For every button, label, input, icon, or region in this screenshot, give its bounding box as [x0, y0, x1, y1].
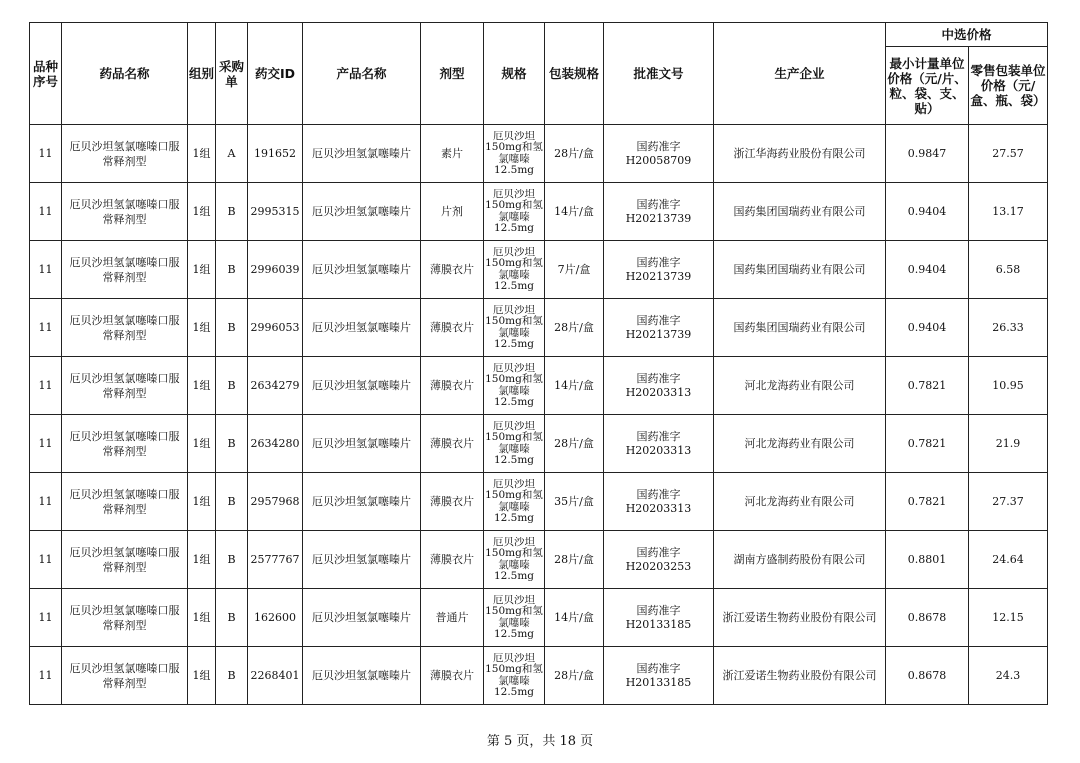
cell-drug-id: 2957968 [248, 473, 303, 531]
cell-unit-price: 0.7821 [886, 357, 969, 415]
header-group: 组别 [188, 23, 216, 125]
cell-unit-price: 0.7821 [886, 473, 969, 531]
cell-dosage-form: 薄膜衣片 [421, 531, 484, 589]
cell-product-name: 厄贝沙坦氢氯噻嗪片 [303, 473, 421, 531]
cell-dosage-form: 薄膜衣片 [421, 299, 484, 357]
cell-unit-price: 0.9404 [886, 241, 969, 299]
cell-dosage-form: 素片 [421, 125, 484, 183]
table-row [30, 415, 1048, 473]
cell-group: 1组 [188, 125, 216, 183]
drug-name-text: 厄贝沙坦氢氯噻嗪口服常释剂型 [69, 603, 180, 632]
header-price-group: 中选价格 [886, 23, 1048, 47]
header-approval: 批准文号 [604, 23, 714, 125]
cell-drug-id: 2577767 [248, 531, 303, 589]
drug-name-text: 厄贝沙坦氢氯噻嗪口服常释剂型 [69, 371, 180, 400]
cell-package: 14片/盒 [545, 183, 604, 241]
cell-seq: 11 [30, 357, 62, 415]
cell-drug-name [62, 299, 188, 357]
cell-purchase: B [216, 531, 248, 589]
cell-approval: 国药准字H20203253 [604, 531, 714, 589]
cell-package: 28片/盒 [545, 299, 604, 357]
cell-unit-price: 0.9404 [886, 299, 969, 357]
cell-pack-price: 12.15 [969, 589, 1048, 647]
cell-pack-price: 26.33 [969, 299, 1048, 357]
table-row [30, 183, 1048, 241]
spec-text: 厄贝沙坦150mg和氢氯噻嗪12.5mg [485, 188, 543, 234]
cell-group: 1组 [188, 647, 216, 705]
cell-product-name: 厄贝沙坦氢氯噻嗪片 [303, 647, 421, 705]
cell-group: 1组 [188, 299, 216, 357]
spec-text: 厄贝沙坦150mg和氢氯噻嗪12.5mg [485, 536, 543, 582]
cell-drug-id: 2996039 [248, 241, 303, 299]
header-spec: 规格 [484, 23, 545, 125]
table-row [30, 647, 1048, 705]
cell-product-name: 厄贝沙坦氢氯噻嗪片 [303, 415, 421, 473]
cell-spec [484, 589, 545, 647]
cell-drug-id: 191652 [248, 125, 303, 183]
cell-package: 14片/盒 [545, 357, 604, 415]
header-dosage-form: 剂型 [421, 23, 484, 125]
drug-name-text: 厄贝沙坦氢氯噻嗪口服常释剂型 [69, 139, 180, 168]
cell-seq: 11 [30, 647, 62, 705]
cell-seq: 11 [30, 473, 62, 531]
cell-manufacturer: 河北龙海药业有限公司 [714, 473, 886, 531]
cell-product-name: 厄贝沙坦氢氯噻嗪片 [303, 241, 421, 299]
cell-product-name: 厄贝沙坦氢氯噻嗪片 [303, 531, 421, 589]
header-purchase: 采购单 [216, 23, 248, 125]
header-manufacturer: 生产企业 [714, 23, 886, 125]
drug-name-text: 厄贝沙坦氢氯噻嗪口服常释剂型 [69, 545, 180, 574]
spec-text: 厄贝沙坦150mg和氢氯噻嗪12.5mg [485, 246, 543, 292]
cell-group: 1组 [188, 473, 216, 531]
cell-package: 7片/盒 [545, 241, 604, 299]
cell-drug-id: 2634279 [248, 357, 303, 415]
cell-purchase: B [216, 589, 248, 647]
cell-pack-price: 6.58 [969, 241, 1048, 299]
spec-text: 厄贝沙坦150mg和氢氯噻嗪12.5mg [485, 594, 543, 640]
cell-approval: 国药准字H20213739 [604, 241, 714, 299]
cell-manufacturer: 湖南方盛制药股份有限公司 [714, 531, 886, 589]
cell-spec [484, 473, 545, 531]
cell-manufacturer: 国药集团国瑞药业有限公司 [714, 299, 886, 357]
spec-text: 厄贝沙坦150mg和氢氯噻嗪12.5mg [485, 130, 543, 176]
cell-approval: 国药准字H20203313 [604, 473, 714, 531]
cell-package: 28片/盒 [545, 125, 604, 183]
cell-purchase: B [216, 473, 248, 531]
cell-group: 1组 [188, 531, 216, 589]
drug-name-text: 厄贝沙坦氢氯噻嗪口服常释剂型 [69, 429, 180, 458]
cell-dosage-form: 薄膜衣片 [421, 241, 484, 299]
cell-spec [484, 647, 545, 705]
table-row [30, 531, 1048, 589]
cell-approval: 国药准字H20058709 [604, 125, 714, 183]
drug-name-text: 厄贝沙坦氢氯噻嗪口服常释剂型 [69, 661, 180, 690]
cell-pack-price: 27.57 [969, 125, 1048, 183]
cell-product-name: 厄贝沙坦氢氯噻嗪片 [303, 299, 421, 357]
page-number: 第 5 页，共 18 页 [486, 734, 594, 749]
cell-drug-name [62, 415, 188, 473]
cell-drug-id: 2996053 [248, 299, 303, 357]
cell-unit-price: 0.8678 [886, 647, 969, 705]
cell-seq: 11 [30, 241, 62, 299]
cell-group: 1组 [188, 357, 216, 415]
cell-seq: 11 [30, 299, 62, 357]
cell-spec [484, 531, 545, 589]
cell-drug-id: 2995315 [248, 183, 303, 241]
cell-spec [484, 415, 545, 473]
cell-unit-price: 0.8801 [886, 531, 969, 589]
table-row [30, 299, 1048, 357]
drug-name-text: 厄贝沙坦氢氯噻嗪口服常释剂型 [69, 313, 180, 342]
cell-package: 14片/盒 [545, 589, 604, 647]
cell-purchase: B [216, 647, 248, 705]
cell-approval: 国药准字H20133185 [604, 647, 714, 705]
cell-drug-id: 2268401 [248, 647, 303, 705]
cell-group: 1组 [188, 183, 216, 241]
cell-pack-price: 27.37 [969, 473, 1048, 531]
cell-purchase: B [216, 415, 248, 473]
cell-purchase: B [216, 299, 248, 357]
table-row [30, 125, 1048, 183]
header-seq: 品种序号 [30, 23, 62, 125]
cell-dosage-form: 薄膜衣片 [421, 415, 484, 473]
cell-approval: 国药准字H20133185 [604, 589, 714, 647]
cell-pack-price: 10.95 [969, 357, 1048, 415]
spec-text: 厄贝沙坦150mg和氢氯噻嗪12.5mg [485, 420, 543, 466]
cell-drug-name [62, 357, 188, 415]
spec-text: 厄贝沙坦150mg和氢氯噻嗪12.5mg [485, 652, 543, 698]
table-row [30, 473, 1048, 531]
drug-name-text: 厄贝沙坦氢氯噻嗪口服常释剂型 [69, 255, 180, 284]
table-row [30, 241, 1048, 299]
cell-drug-name [62, 241, 188, 299]
cell-unit-price: 0.9404 [886, 183, 969, 241]
spec-text: 厄贝沙坦150mg和氢氯噻嗪12.5mg [485, 478, 543, 524]
price-table [29, 22, 1048, 705]
cell-approval: 国药准字H20213739 [604, 183, 714, 241]
cell-drug-id: 162600 [248, 589, 303, 647]
header-pack-price: 零售包装单位价格（元/盒、瓶、袋） [969, 47, 1048, 125]
cell-purchase: A [216, 125, 248, 183]
cell-seq: 11 [30, 589, 62, 647]
cell-dosage-form: 片剂 [421, 183, 484, 241]
cell-manufacturer: 国药集团国瑞药业有限公司 [714, 241, 886, 299]
cell-approval: 国药准字H20203313 [604, 357, 714, 415]
cell-purchase: B [216, 241, 248, 299]
header-package: 包装规格 [545, 23, 604, 125]
cell-drug-id: 2634280 [248, 415, 303, 473]
cell-product-name: 厄贝沙坦氢氯噻嗪片 [303, 125, 421, 183]
cell-drug-name [62, 183, 188, 241]
table-row [30, 589, 1048, 647]
cell-unit-price: 0.8678 [886, 589, 969, 647]
table-row [30, 357, 1048, 415]
header-drug-name: 药品名称 [62, 23, 188, 125]
cell-package: 28片/盒 [545, 647, 604, 705]
cell-group: 1组 [188, 241, 216, 299]
drug-name-text: 厄贝沙坦氢氯噻嗪口服常释剂型 [69, 197, 180, 226]
cell-manufacturer: 国药集团国瑞药业有限公司 [714, 183, 886, 241]
drug-name-text: 厄贝沙坦氢氯噻嗪口服常释剂型 [69, 487, 180, 516]
cell-product-name: 厄贝沙坦氢氯噻嗪片 [303, 183, 421, 241]
cell-dosage-form: 薄膜衣片 [421, 357, 484, 415]
cell-pack-price: 21.9 [969, 415, 1048, 473]
header-drug-id: 药交ID [248, 23, 303, 125]
cell-spec [484, 125, 545, 183]
cell-unit-price: 0.9847 [886, 125, 969, 183]
cell-package: 35片/盒 [545, 473, 604, 531]
cell-group: 1组 [188, 415, 216, 473]
spec-text: 厄贝沙坦150mg和氢氯噻嗪12.5mg [485, 304, 543, 350]
cell-spec [484, 357, 545, 415]
cell-seq: 11 [30, 531, 62, 589]
cell-approval: 国药准字H20203313 [604, 415, 714, 473]
header-product-name: 产品名称 [303, 23, 421, 125]
cell-purchase: B [216, 183, 248, 241]
cell-spec [484, 241, 545, 299]
header-unit-price: 最小计量单位价格（元/片、粒、袋、支、贴） [886, 47, 969, 125]
cell-drug-name [62, 473, 188, 531]
cell-pack-price: 13.17 [969, 183, 1048, 241]
cell-group: 1组 [188, 589, 216, 647]
cell-manufacturer: 浙江爱诺生物药业股份有限公司 [714, 647, 886, 705]
cell-manufacturer: 浙江爱诺生物药业股份有限公司 [714, 589, 886, 647]
cell-seq: 11 [30, 415, 62, 473]
cell-package: 28片/盒 [545, 415, 604, 473]
cell-manufacturer: 河北龙海药业有限公司 [714, 415, 886, 473]
cell-approval: 国药准字H20213739 [604, 299, 714, 357]
cell-seq: 11 [30, 183, 62, 241]
cell-package: 28片/盒 [545, 531, 604, 589]
cell-purchase: B [216, 357, 248, 415]
cell-manufacturer: 河北龙海药业有限公司 [714, 357, 886, 415]
cell-dosage-form: 薄膜衣片 [421, 647, 484, 705]
cell-unit-price: 0.7821 [886, 415, 969, 473]
cell-spec [484, 299, 545, 357]
cell-seq: 11 [30, 125, 62, 183]
cell-pack-price: 24.64 [969, 531, 1048, 589]
cell-product-name: 厄贝沙坦氢氯噻嗪片 [303, 589, 421, 647]
cell-drug-name [62, 589, 188, 647]
cell-dosage-form: 普通片 [421, 589, 484, 647]
cell-dosage-form: 薄膜衣片 [421, 473, 484, 531]
cell-drug-name [62, 125, 188, 183]
cell-product-name: 厄贝沙坦氢氯噻嗪片 [303, 357, 421, 415]
cell-spec [484, 183, 545, 241]
cell-manufacturer: 浙江华海药业股份有限公司 [714, 125, 886, 183]
cell-drug-name [62, 531, 188, 589]
table-body [30, 125, 1048, 705]
cell-pack-price: 24.3 [969, 647, 1048, 705]
cell-drug-name [62, 647, 188, 705]
spec-text: 厄贝沙坦150mg和氢氯噻嗪12.5mg [485, 362, 543, 408]
